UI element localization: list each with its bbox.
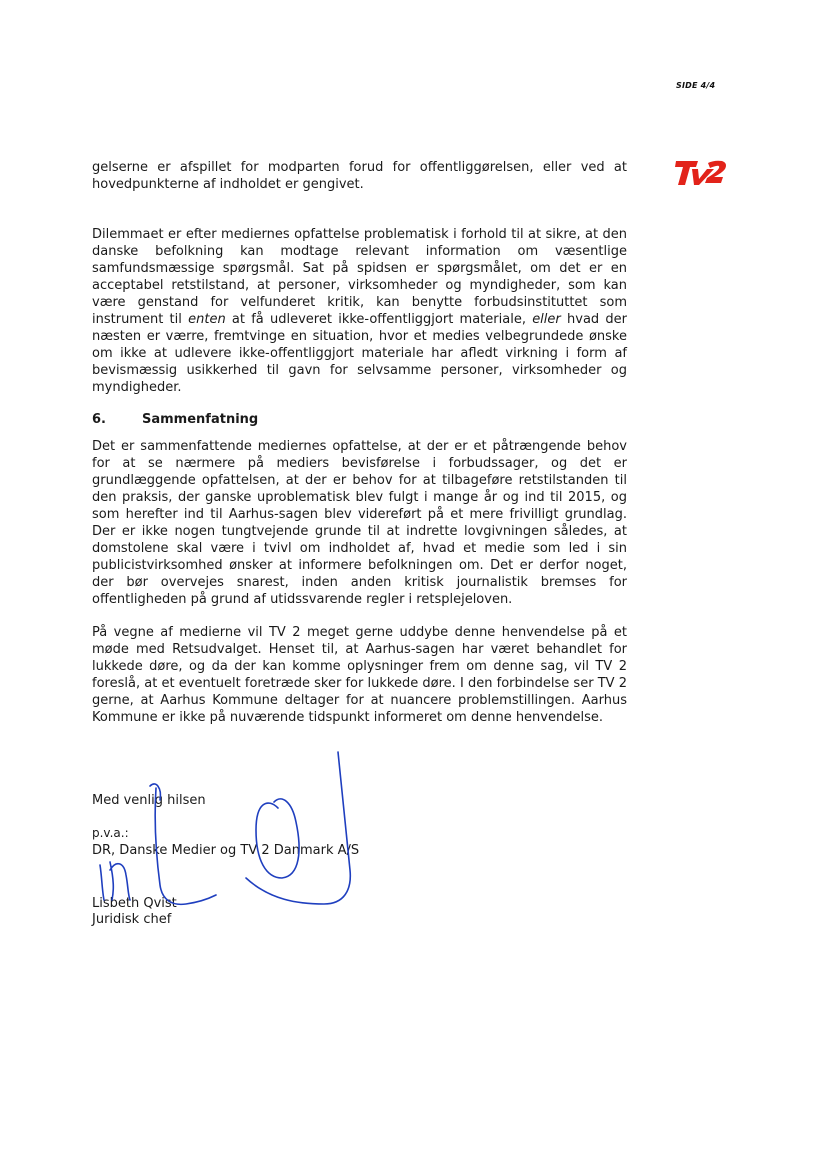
paragraph-summary: Det er sammenfattende mediernes opfattelse, at der er et påtrængende behov for at se nærmere på mediers bevisførelse i forbudssager, og det er grundlæggende opfattelsen, at der er behov for at tilbageføre retstilstanden til den praksis, der ganske uproblematisk blev fulgt i mange år og ind til 2015, og som herefter ind til Aarhus-sagen blev videreført på et mere frivilligt grundlag. Der er ikke nogen tungtvejende grunde til at indrette lovgivningen således, at domstolene skal være i tvivl om indholdet af, hvad et medie som led i sin publicistvirksomhed ønsker at informere befolkningen om. Det er derfor noget, der bør overvejes snarest, inden anden kritisk journalistik bremses for offentligheden på grund af utidssvarende regler i retsplejeloven.	[92, 439, 627, 607]
handwritten-signature	[88, 750, 368, 920]
section-number: 6.	[92, 412, 106, 427]
paragraph-request: På vegne af medierne vil TV 2 meget gerne uddybe denne henvendelse på et møde med Retsudvalget. Henset til, at Aarhus-sagen har været behandlet for lukkede døre, og da der kan komme oplysninger frem om denne sag, vil TV 2 foreslå, at et eventuelt foretræde sker for lukkede døre. I den forbindelse ser TV 2 gerne, at Aarhus Kommune deltager for at nuancere problemstillingen. Aarhus Kommune er ikke på nuværende tidspunkt informeret om denne henvendelse.	[92, 625, 627, 725]
paragraph-dilemma-emphasis-eller: eller	[532, 312, 561, 327]
tv2-logo	[674, 159, 728, 187]
paragraph-dilemma	[92, 226, 627, 396]
page-number: SIDE 4/4	[676, 81, 716, 90]
signature-organization: DR, Danske Medier og TV 2 Danmark A/S	[92, 843, 360, 858]
paragraph-dilemma-part-b: at få udleveret ikke-offentliggjort materiale,	[225, 312, 533, 327]
paragraph-dilemma-part-c: hvad der næsten er værre, fremtvinge en situation, hvor et medies velbegrundede ønske om ikke at udlevere ikke-offentliggjort materiale har afledt virkning i form af bevismæssig usikkerhed til gavn for selvsamme personer, virksomheder og myndigheder.	[92, 312, 627, 395]
paragraph-dilemma-emphasis-enten: enten	[188, 312, 226, 327]
closing-greeting: Med venlig hilsen	[92, 793, 206, 808]
paragraph-dilemma-part-a: Dilemmaet er efter mediernes opfattelse problematisk i forhold til at sikre, at den danske befolkning kan modtage relevant information om væsentlige samfundsmæssige spørgsmål. Sat på spidsen er spørgsmålet, om det er en acceptabel retstilstand, at personer, virksomheder og myndigheder, som kan være genstand for velfunderet kritik, kan benytte forbudsinstituttet som instrument til	[92, 227, 627, 327]
section-title: Sammenfatning	[142, 412, 259, 427]
paragraph-continuation: gelserne er afspillet for modparten forud for offentliggørelsen, eller ved at hovedpunkterne af indholdet er gengivet.	[92, 160, 627, 192]
section-heading	[92, 412, 258, 427]
signatory-title: Juridisk chef	[92, 912, 172, 927]
signatory-name: Lisbeth Qvist	[92, 896, 177, 911]
signature-pva: p.v.a.:	[92, 826, 129, 840]
